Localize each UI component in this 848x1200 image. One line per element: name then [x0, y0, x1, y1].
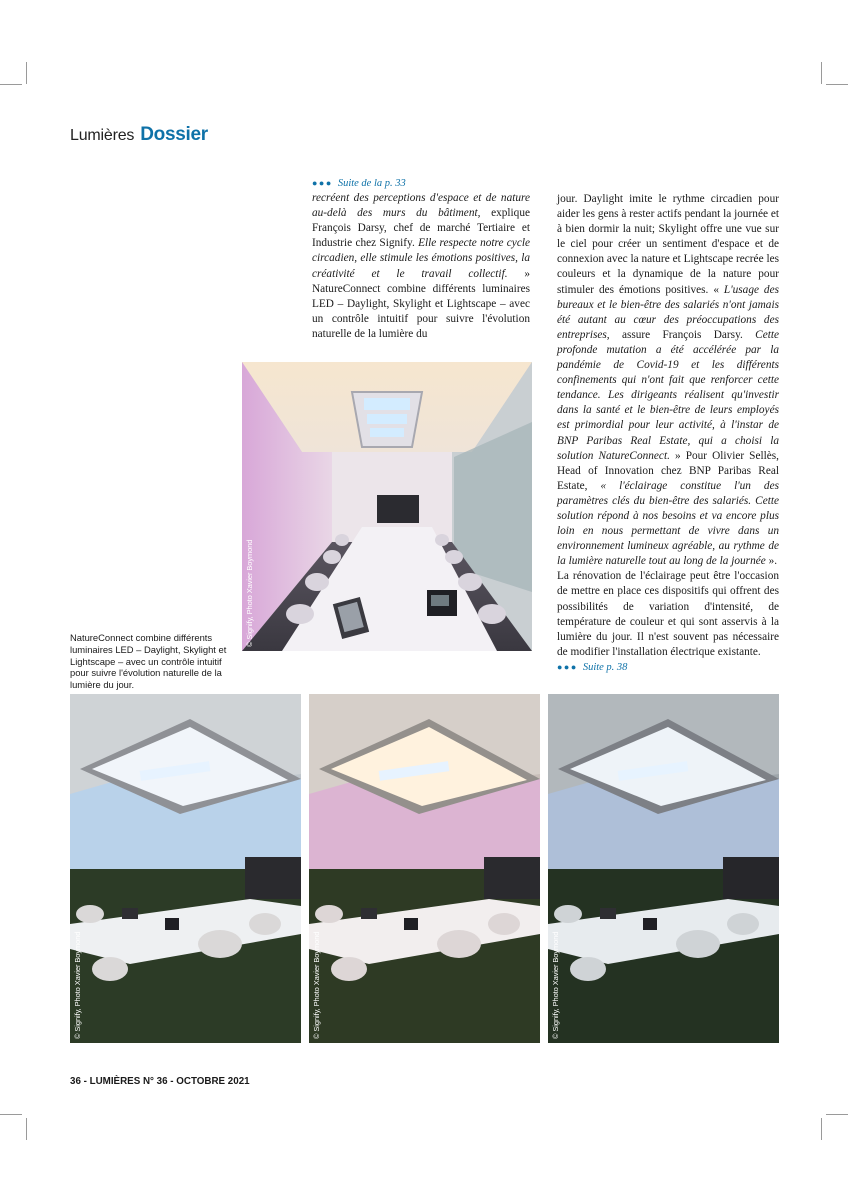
photo-caption: NatureConnect combine différents luminaires LED – Daylight, Skylight et Lightscape – avec un contrôle intuitif pour suivre l'évolution naturelle de la lumière du jour. — [70, 632, 227, 691]
text-segment: « l'éclairage constitue l'un des paramètres clés du bien-être des salariés. Cette solution répond à nos besoins et va encore plus loin en nous permettant de vivre dans un environnement lumineux agréable, au rythme de la lumière naturelle tout au long de la journée — [557, 479, 779, 568]
text-segment: jour. Daylight imite le rythme circadien pour aider les gens à rester actifs pendant la journée et à bien dormir la nuit; Skylight offre une vue sur le ciel pour créer un sentiment d'espace et de connexion avec la nature et Lightscape recrée les couleurs et la dynamique de la nature pour stimuler des émotions positives. « — [557, 193, 779, 296]
continued-to-label: Suite p. 38 — [582, 661, 628, 673]
text-segment: Cette profonde mutation a été accélérée par la pandémie de Covid-19 et les différents confinements qui n'ont fait que renforcer cette tendance. Les dirigeants réalisent qu'investir dans la santé et le bien-être de leurs employés est primordial pour leur activité, à l'instar de BNP Paribas Real Estate, qui a choisi la solution NatureConnect. — [557, 328, 779, 462]
photo-credit: © Signify, Photo Xavier Boymond — [312, 931, 321, 1039]
page-header — [70, 124, 208, 146]
rubric-label: Lumières — [70, 127, 135, 144]
meeting-room-photo — [242, 362, 532, 651]
text-segment: ». — [765, 555, 778, 568]
photo-credit: © Signify, Photo Xavier Boymond — [551, 931, 560, 1039]
text-segment: recréent des perceptions d'espace et de nature au-delà des murs du bâtiment, — [312, 192, 530, 220]
continued-from-label: Suite de la p. 33 — [337, 178, 406, 189]
crop-mark — [821, 1118, 822, 1140]
text-segment: explique François Darsy, chef de marché Tertiaire et Industrie chez Signify. — [312, 207, 530, 250]
crop-mark — [26, 1118, 27, 1140]
text-segment: La rénovation de l'éclairage peut être l'occasion de mettre en place ces dispositifs qui offrent des possibilités de variation d'intensité, de température de couleur et qui sont asservis à la lumière du jour. Il n'est souvent pas nécessaire de modifier l'installation électrique existante. — [557, 570, 779, 658]
text-segment: Elle respecte notre cycle circadien, elle stimule les émotions positives, la créativité et le travail collectif. — [312, 237, 530, 280]
bullet-dots-icon: ●●● — [312, 178, 333, 188]
photo-credit: © Signify, Photo Xavier Boymond — [73, 931, 82, 1039]
text-segment: assure François Darsy. — [609, 328, 756, 341]
lighting-variant-photo — [309, 694, 540, 1043]
text-segment: » NatureConnect combine différents luminaires LED – Daylight, Skylight et Lightscape – avec un contrôle intuitif pour suivre l'évolution naturelle de la lumière du — [312, 267, 530, 340]
lighting-variant-photo — [70, 694, 301, 1043]
crop-mark — [0, 1114, 22, 1115]
section-title: Dossier — [140, 124, 208, 145]
text-segment: L'usage des bureaux et le bien-être des salariés n'ont jamais été autant au cœur des préoccupations des entreprises, — [557, 283, 779, 341]
crop-mark — [826, 1114, 848, 1115]
crop-mark — [0, 84, 22, 85]
crop-mark — [821, 62, 822, 84]
article-paragraph — [557, 192, 779, 569]
photo-credit: © Signify, Photo Xavier Boymond — [245, 539, 254, 647]
text-segment: » Pour Olivier Sellès, Head of Innovation chez BNP Paribas Real Estate, — [557, 449, 779, 492]
lighting-variant-photo — [548, 694, 779, 1043]
meeting-room-illustration — [309, 694, 540, 1043]
crop-mark — [826, 84, 848, 85]
bullet-dots-icon: ●●● — [557, 661, 578, 672]
continued-to — [557, 660, 779, 675]
article-paragraph — [312, 191, 530, 342]
article-column-1 — [312, 176, 530, 342]
page-footer: 36 - LUMIÈRES N° 36 - OCTOBRE 2021 — [70, 1076, 250, 1087]
article-column-2 — [557, 192, 779, 675]
meeting-room-illustration — [242, 362, 532, 651]
meeting-room-illustration — [548, 694, 779, 1043]
meeting-room-illustration — [70, 694, 301, 1043]
continued-from — [312, 176, 530, 191]
crop-mark — [26, 62, 27, 84]
article-paragraph — [557, 569, 779, 660]
